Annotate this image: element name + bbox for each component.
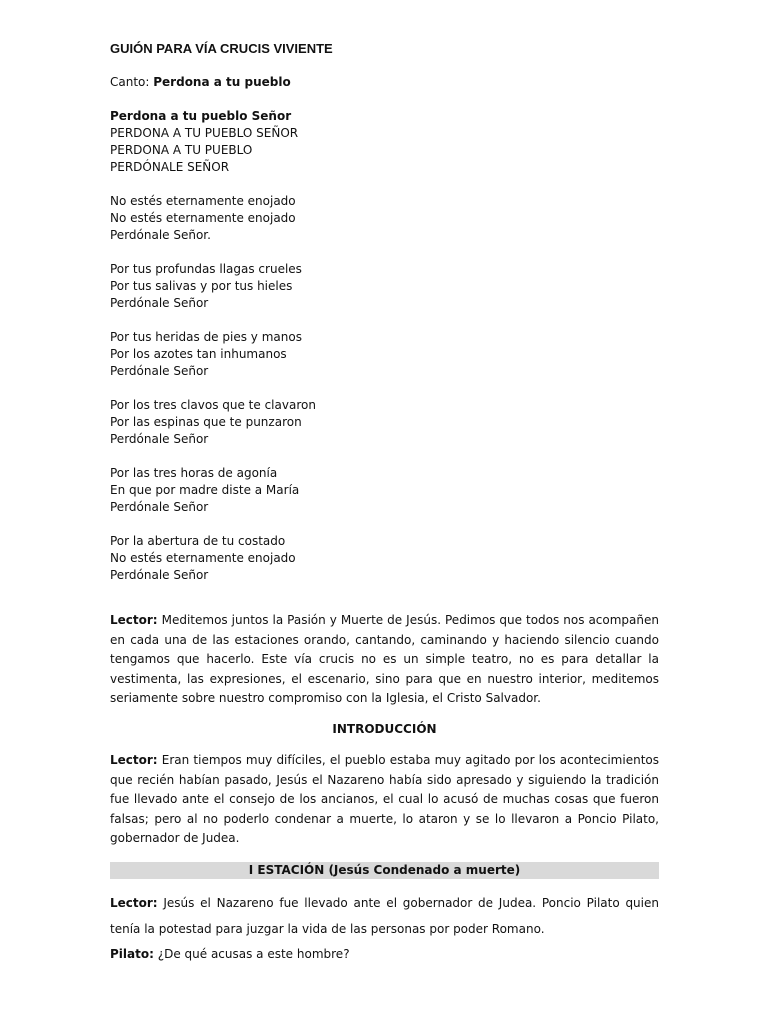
lyric-line: Por tus salivas y por tus hieles xyxy=(110,279,293,293)
lyric-line: No estés eternamente enojado xyxy=(110,194,296,208)
lyric-line: Perdónale Señor xyxy=(110,500,209,514)
lyric-line: PERDONA A TU PUEBLO SEÑOR xyxy=(110,126,299,140)
lyric-line: En que por madre diste a María xyxy=(110,483,300,497)
pilato-line xyxy=(110,945,659,965)
lector-paragraph-1 xyxy=(110,611,659,709)
lyric-line: Perdona a tu pueblo Señor xyxy=(110,109,292,123)
speaker-label: Lector: xyxy=(110,753,158,767)
speaker-label: Pilato: xyxy=(110,947,154,961)
lyric-line: Perdónale Señor xyxy=(110,432,209,446)
stanza-3 xyxy=(110,261,670,312)
stanza-1 xyxy=(110,108,670,176)
stanza-5 xyxy=(110,397,670,448)
song-lyrics xyxy=(110,108,670,601)
stanza-4 xyxy=(110,329,670,380)
lyric-line: PERDONA A TU PUEBLO xyxy=(110,143,253,157)
lyric-line: Perdónale Señor xyxy=(110,296,209,310)
lyric-line: Perdónale Señor xyxy=(110,568,209,582)
lyric-line: Por tus profundas llagas crueles xyxy=(110,262,302,276)
station-heading-1: I ESTACIÓN (Jesús Condenado a muerte) xyxy=(110,862,659,879)
document-title: GUIÓN PARA VÍA CRUCIS VIVIENTE xyxy=(110,41,333,56)
lyric-line: No estés eternamente enojado xyxy=(110,551,296,565)
lyric-line: Por los azotes tan inhumanos xyxy=(110,347,287,361)
speaker-label: Lector: xyxy=(110,896,158,910)
stanza-2 xyxy=(110,193,670,244)
song-name: Perdona a tu pueblo xyxy=(153,75,291,89)
paragraph-text: Eran tiempos muy difíciles, el pueblo estaba muy agitado por los acontecimientos que recién habían pasado, Jesús el Nazareno había sido apresado y siguiendo la tradición fue llevado ante el consejo de los ancianos, el cual lo acusó de muchas cosas que fueron falsas; pero al no poderlo condenar a muerte, lo ataron y se lo llevaron a Poncio Pilato, gobernador de Judea. xyxy=(110,753,659,845)
paragraph-text: Jesús el Nazareno fue llevado ante el gobernador de Judea. Poncio Pilato quien tenía la potestad para juzgar la vida de las personas por poder Romano. xyxy=(110,896,659,936)
stanza-7 xyxy=(110,533,670,584)
song-label xyxy=(110,75,291,89)
lyric-line: No estés eternamente enojado xyxy=(110,211,296,225)
stanza-6 xyxy=(110,465,670,516)
lyric-line: PERDÓNALE SEÑOR xyxy=(110,160,230,174)
dialogue-text: ¿De qué acusas a este hombre? xyxy=(153,947,350,961)
lyric-line: Por la abertura de tu costado xyxy=(110,534,286,548)
lyric-line: Por las tres horas de agonía xyxy=(110,466,278,480)
paragraph-text: Meditemos juntos la Pasión y Muerte de Jesús. Pedimos que todos nos acompañen en cada una de las estaciones orando, cantando, caminando y haciendo silencio cuando tengamos que hacerlo. Este vía crucis no es un simple teatro, no es para detallar la vestimenta, las expresiones, el escenario, sino para que en nuestro interior, meditemos seriamente sobre nuestro compromiso con la Iglesia, el Cristo Salvador. xyxy=(110,613,659,705)
lyric-line: Perdónale Señor. xyxy=(110,228,211,242)
speaker-label: Lector: xyxy=(110,613,158,627)
section-heading-introduccion: INTRODUCCIÓN xyxy=(332,722,437,736)
lyric-line: Por las espinas que te punzaron xyxy=(110,415,302,429)
lector-paragraph-2 xyxy=(110,751,659,849)
lector-paragraph-3 xyxy=(110,890,659,942)
song-label-prefix: Canto: xyxy=(110,75,154,89)
lyric-line: Por los tres clavos que te clavaron xyxy=(110,398,316,412)
lyric-line: Por tus heridas de pies y manos xyxy=(110,330,302,344)
lyric-line: Perdónale Señor xyxy=(110,364,209,378)
